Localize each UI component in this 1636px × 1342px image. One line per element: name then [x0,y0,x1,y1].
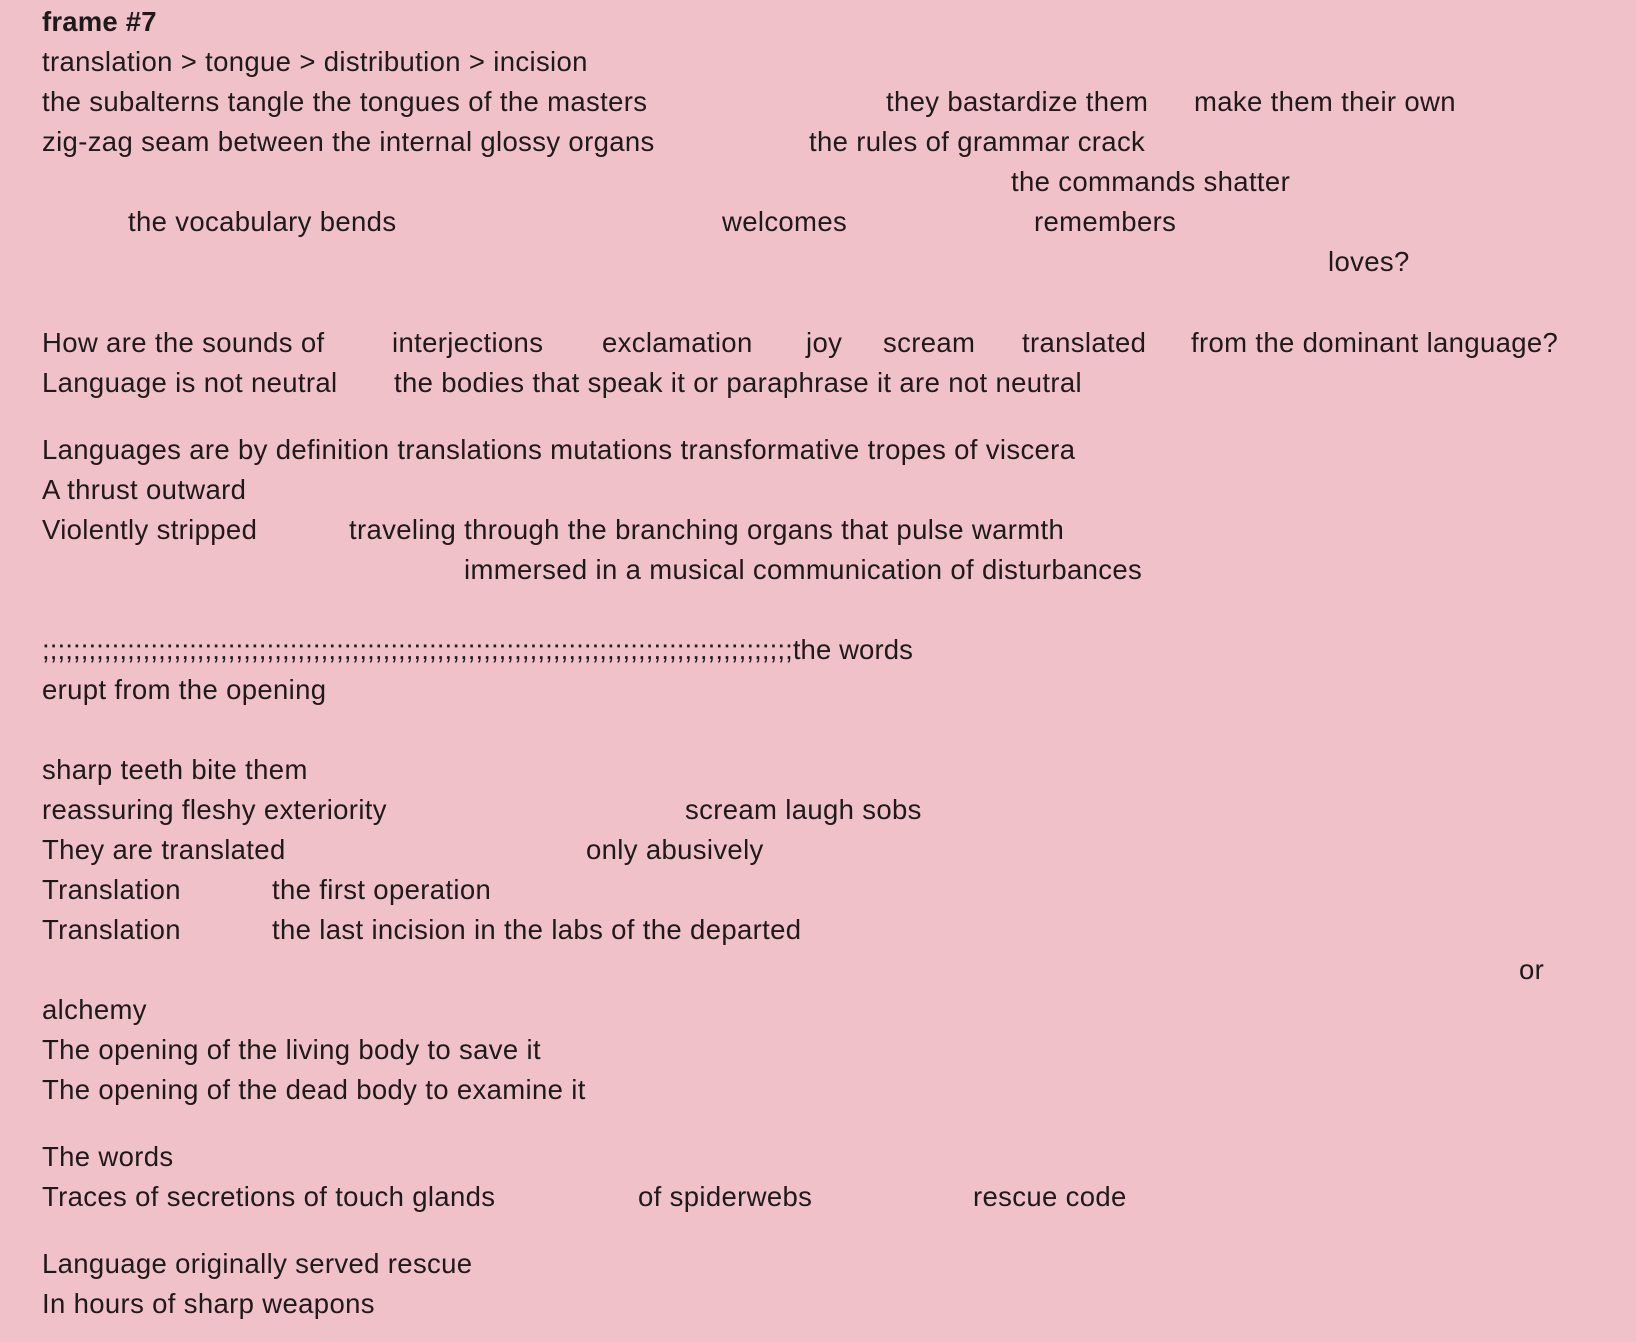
poem-line-fragment: translated [1022,327,1147,358]
poem-line-fragment: from the dominant language? [1191,327,1559,358]
poem-line: How are the sounds of [42,327,325,358]
poem-line-fragment: the rules of grammar crack [809,126,1146,157]
poem-line: sharp teeth bite them [42,754,308,785]
poem-line-fragment: scream [883,327,976,358]
poem-line-fragment: the commands shatter [1011,166,1291,197]
poem-line-fragment: exclamation [602,327,753,358]
poem-line-fragment: interjections [392,327,544,358]
poem-line: the subalterns tangle the tongues of the masters [42,86,648,117]
poem-line: A thrust outward [42,474,247,505]
poem-line-fragment: make them their own [1194,86,1456,117]
poem-line: erupt from the opening [42,674,327,705]
poem-line-fragment: or [1519,954,1545,985]
poem-line: translation > tongue > distribution > incision [42,46,588,77]
poem-line: Traces of secretions of touch glands [42,1181,496,1212]
poem-line-fragment: traveling through the branching organs that pulse warmth [349,514,1065,545]
poem-line: Violently stripped [42,514,258,545]
poem-line-fragment: only abusively [586,834,764,865]
poem-line: They are translated [42,834,286,865]
poem-line: Translation [42,914,181,945]
poem-line: The words [42,1141,174,1172]
poem-line-fragment: rescue code [973,1181,1127,1212]
poem-line: Language is not neutral [42,367,338,398]
poem-line: In hours of sharp weapons [42,1288,375,1319]
poem-line: The opening of the living body to save it [42,1034,541,1065]
poem-line-fragment: the first operation [272,874,492,905]
poem-line-fragment: loves? [1328,246,1410,277]
poem-line: zig-zag seam between the internal glossy organs [42,126,655,157]
poem-line-fragment: of spiderwebs [638,1181,813,1212]
poem-line: reassuring fleshy exteriority [42,794,387,825]
poem-line-fragment: they bastardize them [886,86,1149,117]
poem-line-fragment: the bodies that speak it or paraphrase it are not neutral [394,367,1083,398]
frame-title: frame #7 [42,6,157,37]
poem-line: ;;;;;;;;;;;;;;;;;;;;;;;;;;;;;;;;;;;;;;;;;;;;;;;;;;;;;;;;;;;;;;;;;;;;;;;;;;;;;;;;;;;;;;;;;;;;;;;;;the words [42,634,913,665]
poem-line-fragment: welcomes [722,206,848,237]
poem-line-fragment: scream laugh sobs [685,794,922,825]
poem-line: The opening of the dead body to examine it [42,1074,586,1105]
poem-line: alchemy [42,994,147,1025]
poem-line: Language originally served rescue [42,1248,473,1279]
poem-line-fragment: the vocabulary bends [128,206,397,237]
poem-line-fragment: remembers [1034,206,1177,237]
poem-line: Translation [42,874,181,905]
poem-line: Languages are by definition translations mutations transformative tropes of viscera [42,434,1076,465]
poem-line-fragment: immersed in a musical communication of disturbances [464,554,1143,585]
poem-line-fragment: joy [806,327,843,358]
poem-line-fragment: the last incision in the labs of the departed [272,914,802,945]
